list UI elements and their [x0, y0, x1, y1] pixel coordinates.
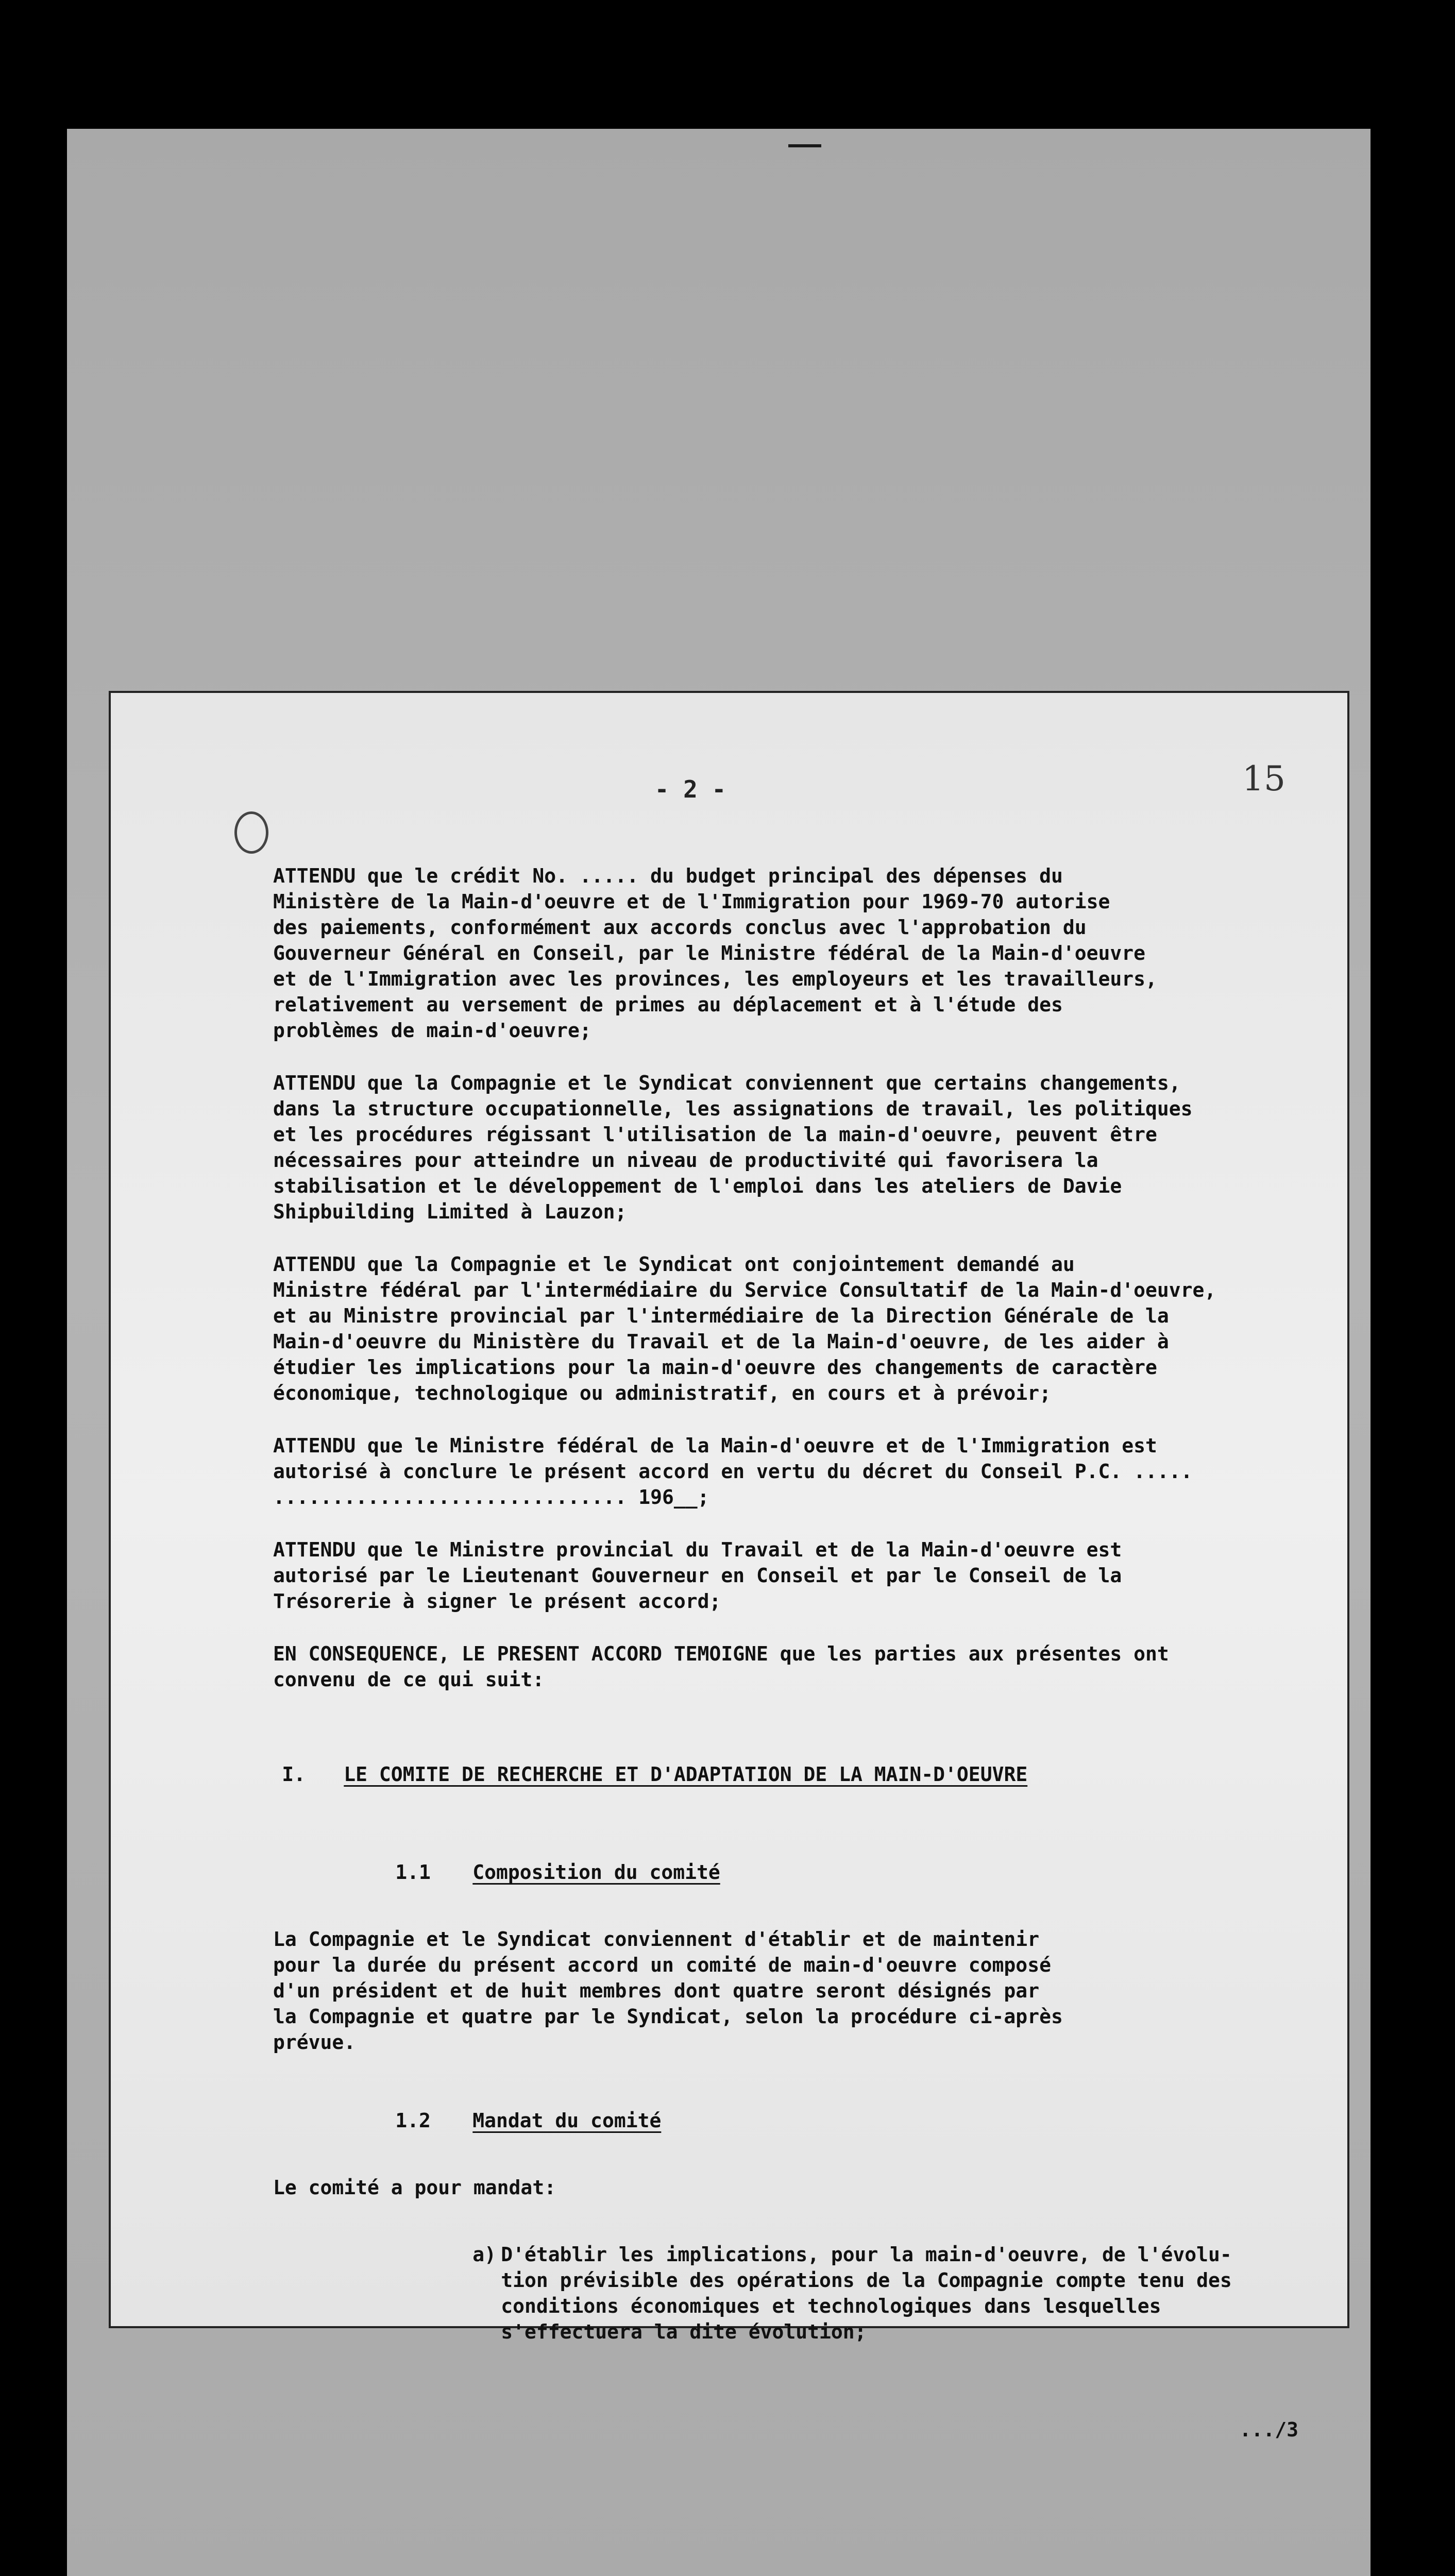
- paragraph: ATTENDU que le Ministre provincial du Travail et de la Main-d'oeuvre est autorisé par le Lieutenant Gouverneur en Conseil et par le Conseil de la Trésorerie à signer le présent accord;: [273, 1538, 1122, 1613]
- document-page: [111, 693, 1347, 2441]
- paragraph: ATTENDU que le Ministre fédéral de la Main-d'oeuvre et de l'Immigration est autorisé à conclure le présent accord en vertu du décret du Conseil P.C. ..... .............................. 196__;: [273, 1434, 1193, 1509]
- paragraph: ATTENDU que la Compagnie et le Syndicat conviennent que certains changements, dans la structure occupationnelle, les assignations de travail, les politiques et les procédures régissant l'utilisation de la main-d'oeuvre, peuvent être nécessaires pour atteindre un niveau de productivité qui favorisera la stabilisation et le développement de l'emploi dans les ateliers de Davie Shipbuilding Limited à Lauzon;: [273, 1072, 1193, 1223]
- subsection-title: Mandat du comité: [472, 2109, 662, 2132]
- list-item-label: a): [472, 2243, 497, 2266]
- list-item-text: D'établir les implications, pour la main-d'oeuvre, de l'évolu- tion prévisible des opérations de la Compagnie compte tenu des conditions économiques et technologiques dans lesquelles s'effectuera la dite évolution;: [501, 2243, 1232, 2343]
- section-heading: [211, 1736, 1252, 1813]
- subsection-number: 1.2: [395, 2109, 431, 2132]
- section-number: I.: [282, 1763, 306, 1786]
- paragraph: ATTENDU que la Compagnie et le Syndicat ont conjointement demandé au Ministre fédéral par l'intermédiaire du Service Consultatif de la Main-d'oeuvre, et au Ministre provincial par l'intermédiaire de la Direction Générale de la Main-d'oeuvre du Ministère du Travail et de la Main-d'oeuvre, de les aider à étudier les implications pour la main-d'oeuvre des changements de caractère économique, technologique ou administratif, en cours et à prévoir;: [273, 1253, 1216, 1404]
- paragraph: ATTENDU que le crédit No. ..... du budget principal des dépenses du Ministère de la Main-d'oeuvre et de l'Immigration pour 1969-70 autorise des paiements, conformément aux accords conclus avec l'approbation du Gouverneur Général en Conseil, par le Ministre fédéral de la Main-d'oeuvre et de l'Immigration avec les provinces, les employeurs et les travailleurs, relativement au versement de primes au déplacement et à l'étude des problèmes de main-d'oeuvre;: [273, 865, 1157, 1042]
- subsection-text: La Compagnie et le Syndicat conviennent d'établir et de maintenir pour la durée du présent accord un comité de main-d'oeuvre composé d'un président et de huit membres dont quatre seront désignés par la Compagnie et quatre par le Syndicat, selon la procédure ci-après prévue.: [273, 1928, 1063, 2054]
- document-body: [273, 863, 1298, 2443]
- section-title: LE COMITE DE RECHERCHE ET D'ADAPTATION DE LA MAIN-D'OEUVRE: [344, 1763, 1028, 1786]
- subsection-heading: [325, 2082, 1252, 2159]
- subsection-number: 1.1: [395, 1861, 431, 1884]
- list-item: [402, 2216, 1252, 2370]
- punch-hole: [234, 811, 268, 854]
- paragraph: EN CONSEQUENCE, LE PRESENT ACCORD TEMOIGNE que les parties aux présentes ont convenu de ce qui suit:: [273, 1642, 1169, 1691]
- subsection-title: Composition du comité: [472, 1861, 720, 1884]
- subsection-text: Le comité a pour mandat:: [273, 2176, 556, 2199]
- continuation-marker: .../3: [1239, 2418, 1298, 2441]
- registration-mark-top: [788, 144, 821, 147]
- page-number: - 2 -: [654, 775, 726, 803]
- subsection-heading: [325, 1834, 1252, 1911]
- folio-number: 15: [1242, 759, 1285, 799]
